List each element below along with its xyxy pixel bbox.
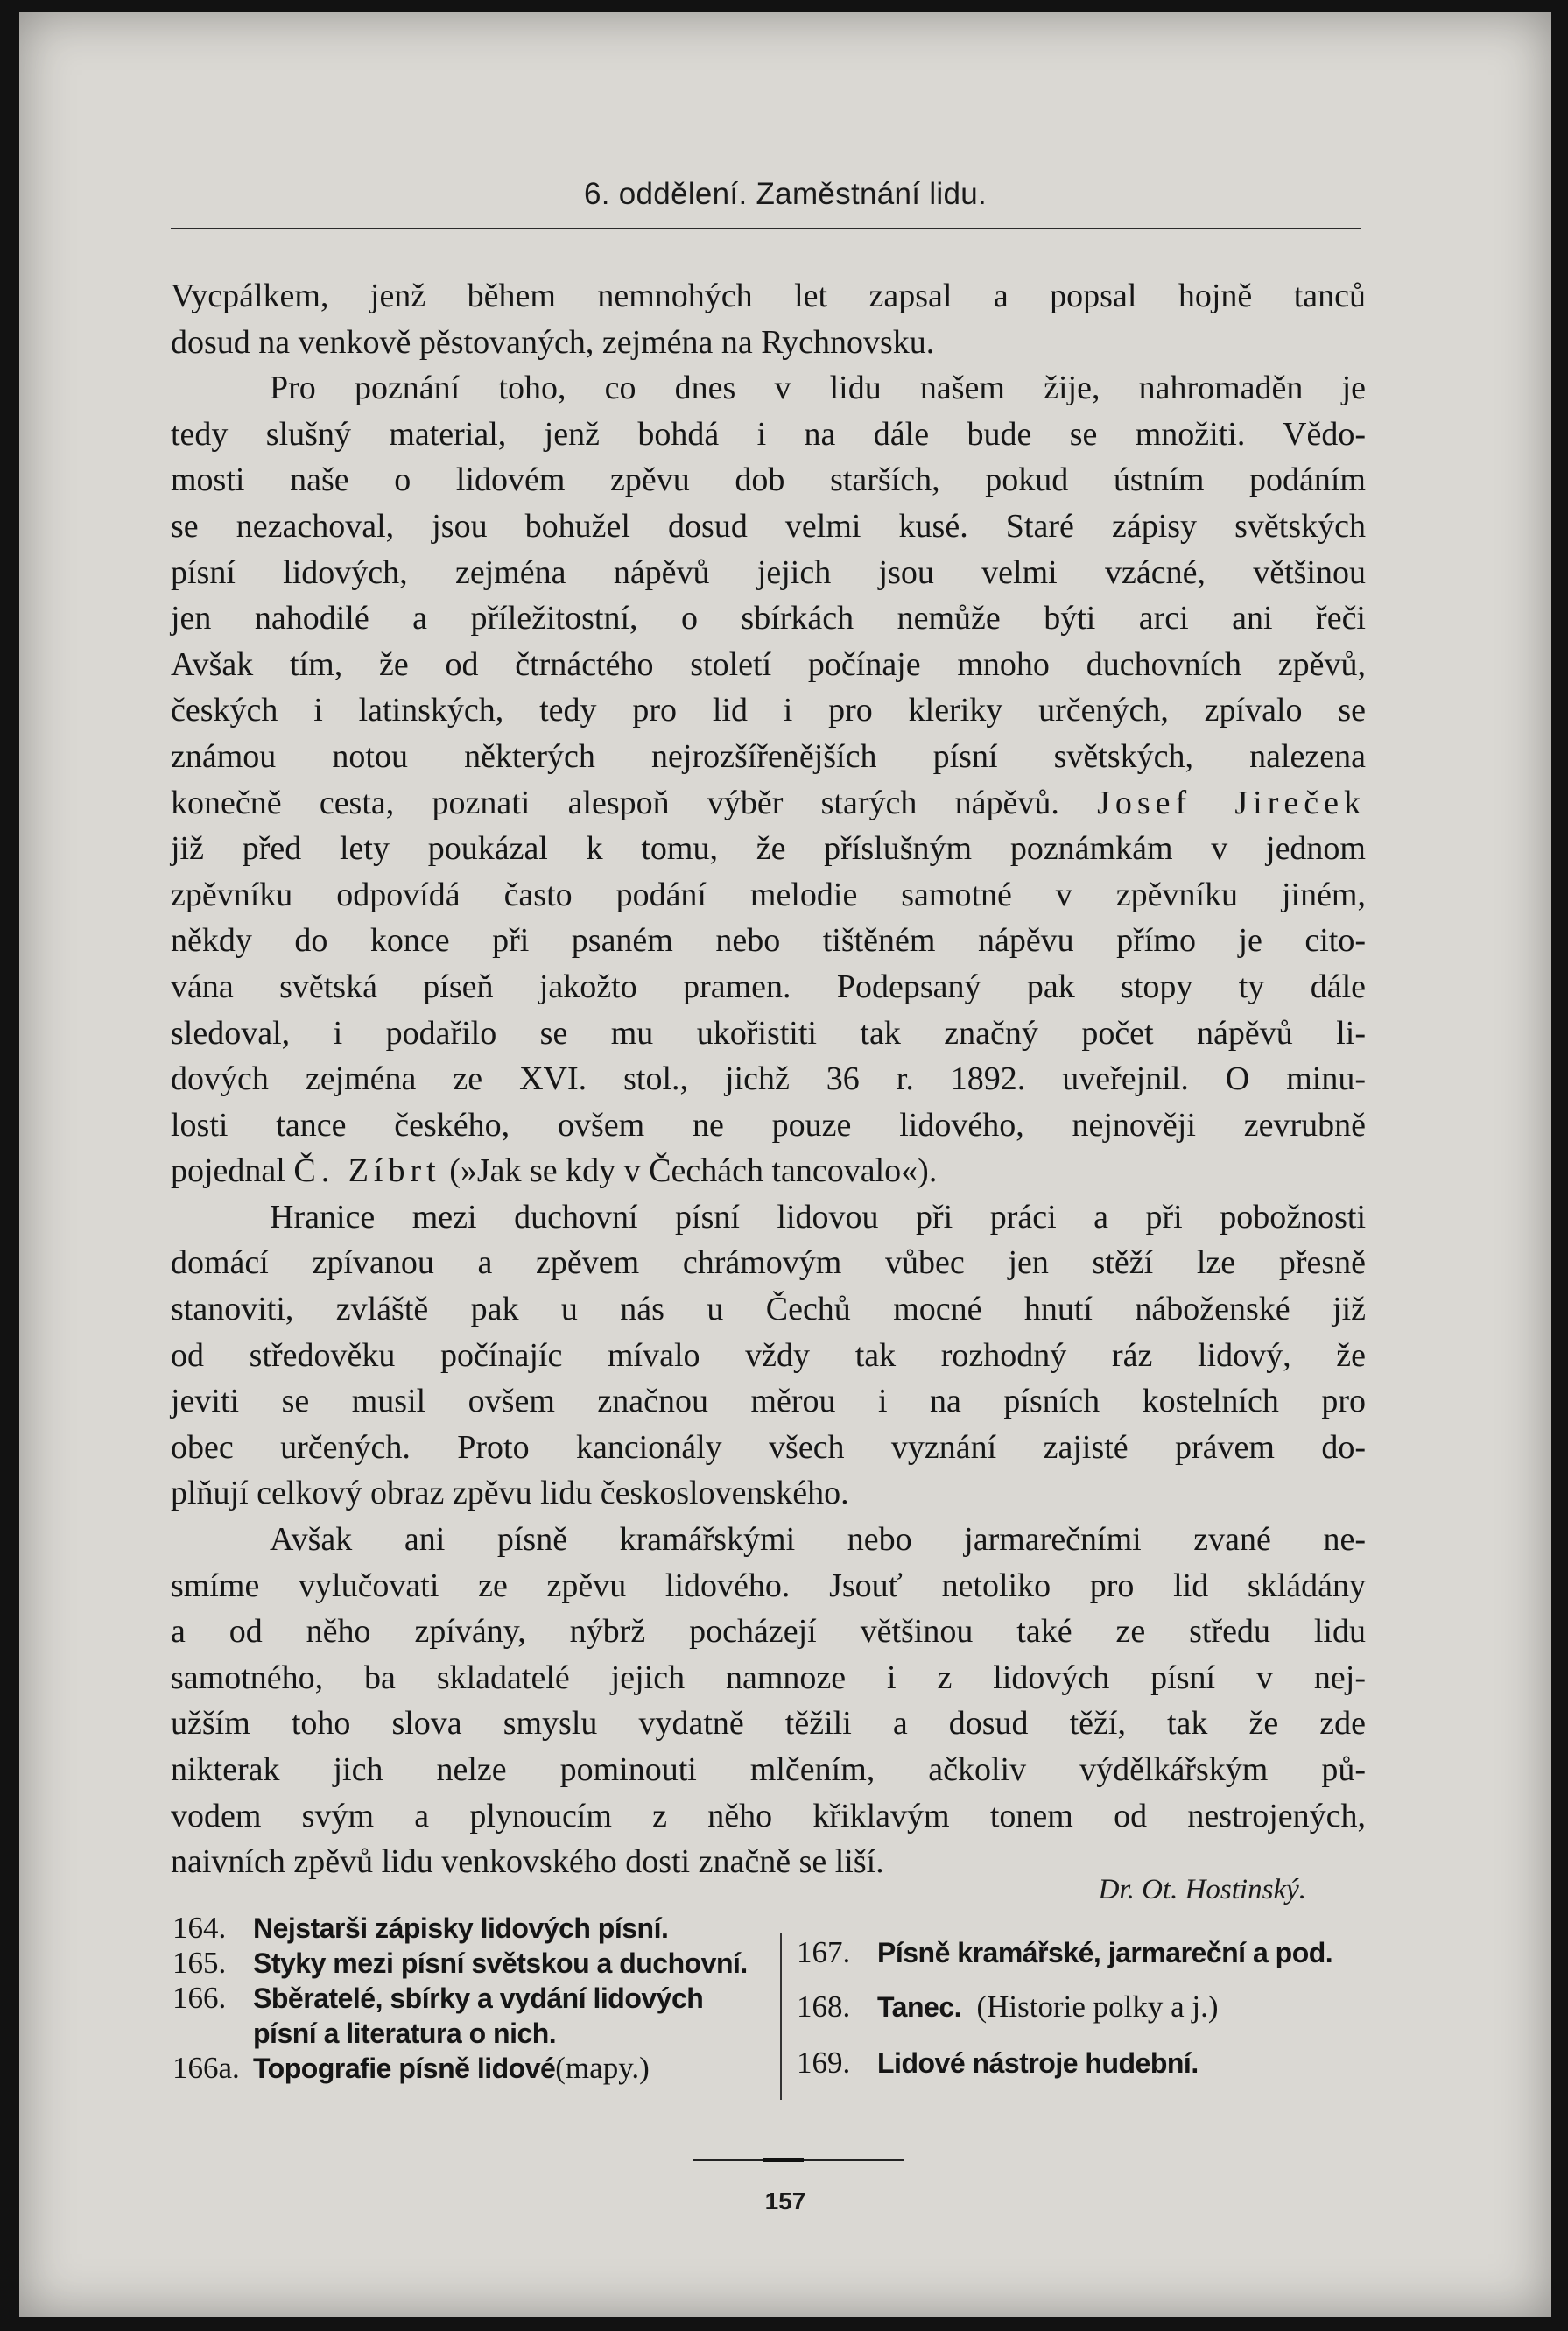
section-suffix: (mapy.) (555, 2051, 650, 2085)
author-name-jirecek: Josef Jireček (1097, 784, 1366, 821)
author-signature: Dr. Ot. Hostinský. (1098, 1874, 1306, 1905)
paragraph-line: užším toho slova smyslu vydatně těžili a dosud těží, tak že zde (171, 1705, 1366, 1743)
section-entry (797, 1989, 1392, 2025)
paragraph-line: Hranice mezi duchovní písní lidovou při práci a při pobožnosti (270, 1198, 1366, 1236)
section-entry (172, 2051, 768, 2086)
section-entry (172, 1911, 768, 1946)
running-header: 6. oddělení. Zaměstnání lidu. (583, 177, 988, 211)
section-number: 167. (797, 1935, 851, 1969)
section-entry (172, 1946, 768, 1981)
paragraph-line (171, 780, 1366, 827)
line-text: konečně cesta, poznati alespoň výběr starých nápěvů. (171, 784, 1059, 821)
paragraph-line: jen nahodilé a příležitostní, o sbírkách nemůže býti arci ani řeči (171, 600, 1366, 637)
section-title: Nejstarši zápisky lidových písní. (253, 1912, 669, 1944)
paragraph-line: stanoviti, zvláště pak u nás u Čechů mocné hnutí náboženské již (171, 1291, 1366, 1328)
paragraph-line: a od něho zpívány, nýbrž pocházejí většinou také ze středu lidu (171, 1613, 1366, 1651)
paragraph-line: plňují celkový obraz zpěvu lidu československého. (171, 1475, 849, 1512)
section-number: 166a. (172, 2051, 240, 2085)
column-divider (780, 1933, 782, 2100)
section-title: Tanec. (877, 1991, 961, 2023)
paragraph-line: od středověku počínajíc mívalo vždy tak rozhodný ráz lidový, že (171, 1336, 1366, 1374)
paragraph-line: vána světská píseň jakožto pramen. Podepsaný pak stopy ty dále (171, 968, 1366, 1005)
paragraph-line: samotného, ba skladatelé jejich namnoze i z lidových písní v nej- (171, 1658, 1366, 1696)
paragraph-line: dových zejména ze XVI. stol., jichž 36 r. 1892. uveřejnil. O minu- (171, 1060, 1366, 1098)
section-title: Písně kramářské, jarmareční a pod. (877, 1937, 1333, 1968)
paragraph-line: českých i latinských, tedy pro lid i pro kleriky určených, zpívalo se (171, 692, 1366, 729)
paragraph-line: nikterak jich nelze pominouti mlčením, ačkoliv výdělkářským pů- (171, 1751, 1366, 1788)
paragraph-line: tedy slušný material, jenž bohdá i na dále bude se množiti. Vědo- (171, 415, 1366, 453)
paragraph-line: se nezachoval, jsou bohužel dosud velmi kusé. Staré zápisy světských (171, 507, 1366, 545)
paragraph-line: domácí zpívanou a zpěvem chrámovým vůbec jen stěží lze přesně (171, 1244, 1366, 1282)
section-number: 168. (797, 1989, 851, 2024)
paragraph-line: již před lety poukázal k tomu, že příslušným poznámkám v jednom (171, 830, 1366, 868)
page-number: 157 (764, 2187, 806, 2215)
paragraph-line: někdy do konce při psaném nebo tištěném nápěvu přímo je cito- (171, 922, 1366, 960)
section-entry (797, 2046, 1392, 2081)
header-rule (171, 228, 1361, 229)
section-number: 169. (797, 2046, 851, 2080)
paragraph-line: Avšak tím, že od čtrnáctého století počínaje mnoho duchovních zpěvů, (171, 645, 1366, 683)
section-title: Topografie písně lidové (253, 2053, 556, 2084)
section-entry (172, 1981, 768, 2051)
paragraph-line: naivních zpěvů lidu venkovského dosti značně se liší. (171, 1843, 884, 1881)
section-list-left (172, 1911, 768, 2086)
paragraph-line: mosti naše o lidovém zpěvu dob starších, pokud ústním podáním (171, 461, 1366, 499)
section-title: Sběratelé, sbírky a vydání lidových písní a literatura o nich. (253, 1982, 704, 2049)
section-title: Styky mezi písní světskou a duchovní. (253, 1947, 748, 1979)
body-text (171, 273, 1366, 1885)
paragraph-line: dosud na venkově pěstovaných, zejména na Rychnovsku. (171, 323, 935, 361)
paragraph-line: Vycpálkem, jenž během nemnohých let zapsal a popsal hojně tanců (171, 278, 1366, 314)
author-name-zibrt: Č. Zíbrt (293, 1152, 441, 1190)
book-page (19, 12, 1551, 2317)
footer-rule-accent (763, 2158, 804, 2162)
paragraph-line: vodem svým a plynoucím z něho křiklavým tonem od nestrojených, (171, 1797, 1366, 1835)
paragraph-line: Pro poznání toho, co dnes v lidu našem žije, nahromaděn je (270, 370, 1366, 407)
line-text: pojednal (171, 1152, 285, 1190)
section-number: 164. (172, 1911, 227, 1945)
section-list-right (797, 1911, 1392, 2081)
section-title: Lidové nástroje hudební. (877, 2047, 1199, 2079)
section-entry (797, 1935, 1392, 1970)
paragraph-line: smíme vylučovati ze zpěvu lidového. Jsouť netoliko pro lid skládány (171, 1567, 1366, 1604)
line-text: (»Jak se kdy v Čechách tancovalo«). (449, 1152, 938, 1190)
paragraph-line (171, 1148, 1366, 1194)
paragraph-line: losti tance českého, ovšem ne pouze lidového, nejnověji zevrubně (171, 1106, 1366, 1144)
paragraph-line: písní lidových, zejména nápěvů jejich jsou velmi vzácné, většinou (171, 553, 1366, 591)
paragraph-line: sledoval, i podařilo se mu ukořistiti tak značný počet nápěvů li- (171, 1014, 1366, 1052)
paragraph-line: Avšak ani písně kramářskými nebo jarmarečními zvané ne- (270, 1521, 1366, 1559)
section-number: 165. (172, 1946, 227, 1980)
paragraph-line: jeviti se musil ovšem značnou měrou i na písních kostelních pro (171, 1383, 1366, 1420)
paragraph-line: známou notou některých nejrozšířenějších písní světských, nalezena (171, 737, 1366, 775)
paragraph-line: obec určených. Proto kancionály všech vyznání zajisté právem do- (171, 1428, 1366, 1466)
paragraph-line: zpěvníku odpovídá často podání melodie samotné v zpěvníku jiném, (171, 876, 1366, 913)
section-number: 166. (172, 1981, 227, 2015)
section-suffix: (Historie polky a j.) (976, 1989, 1219, 2024)
